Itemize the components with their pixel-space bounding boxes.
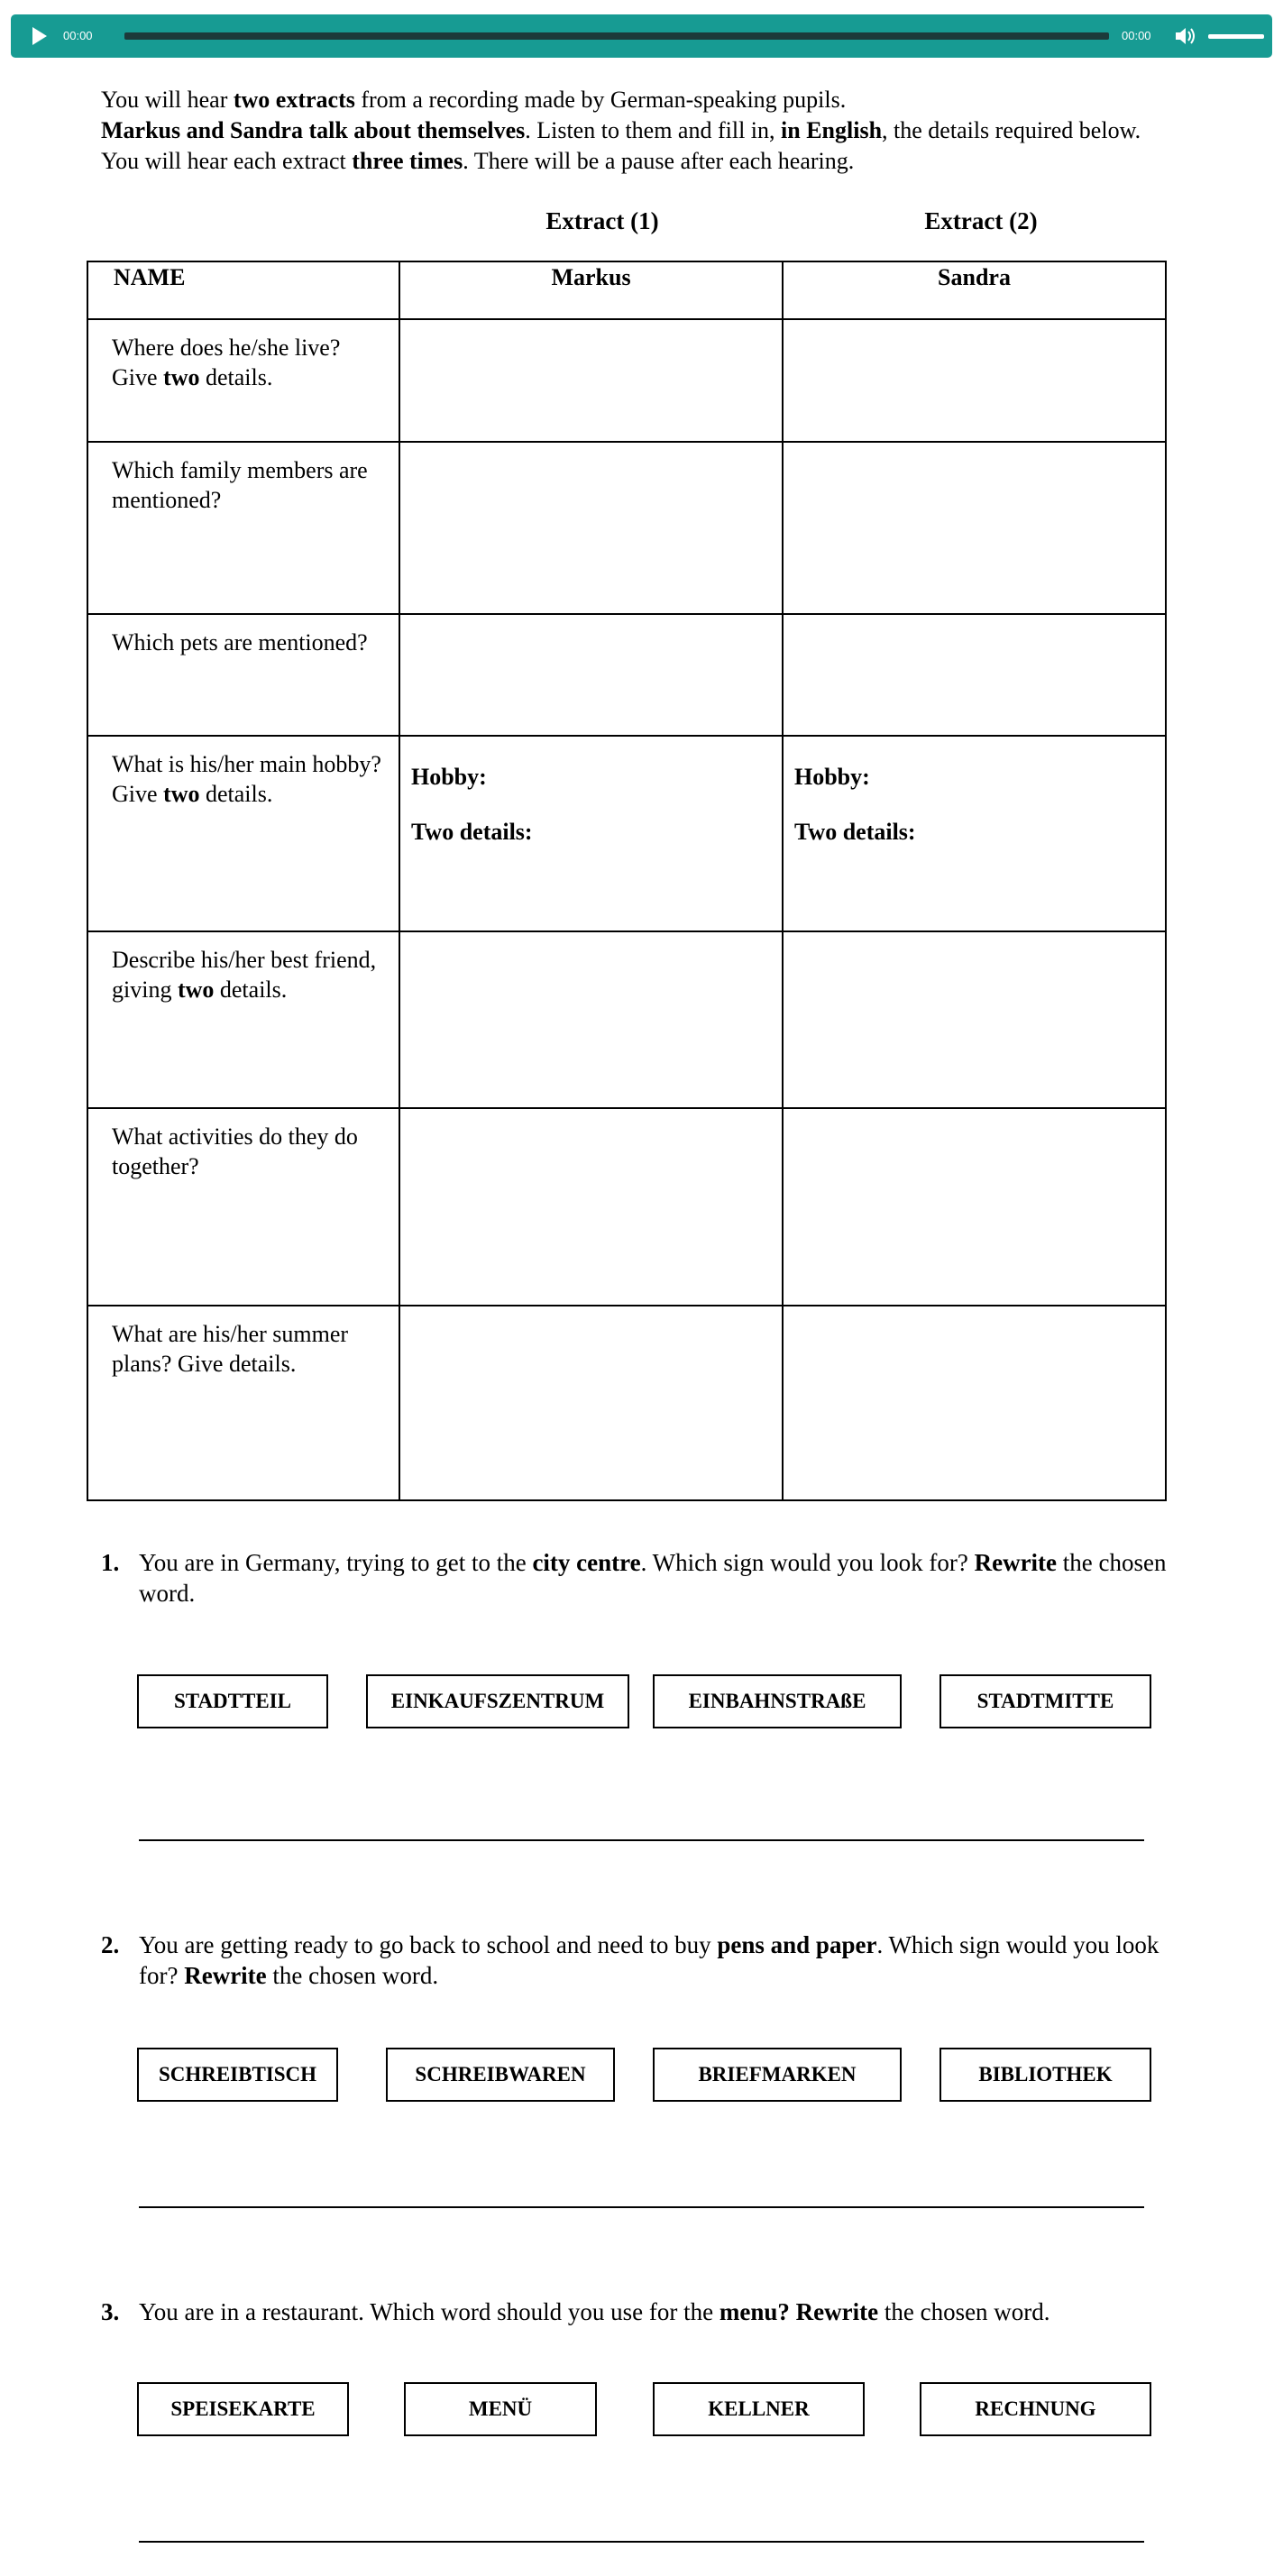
question-text: You are getting ready to go back to school and need to buy pens and paper. Which sign would you look for? Rewrite the chosen word. <box>139 1931 1159 1989</box>
markus-answer-cell[interactable] <box>399 736 783 931</box>
sign-option[interactable]: EINKAUFSZENTRUM <box>366 1674 629 1728</box>
question-family: Which family members are mentioned? <box>87 442 399 613</box>
instructions <box>101 85 1219 177</box>
markus-answer-cell[interactable] <box>399 931 783 1108</box>
sign-option[interactable]: STADTMITTE <box>939 1674 1151 1728</box>
current-time: 00:00 <box>63 29 93 42</box>
sandra-answer-cell[interactable] <box>783 736 1166 931</box>
sign-option[interactable]: STADTTEIL <box>137 1674 328 1728</box>
markus-answer-cell[interactable] <box>399 442 783 613</box>
markus-answer-cell[interactable] <box>399 319 783 442</box>
sandra-answer-cell[interactable] <box>783 442 1166 613</box>
sign-option[interactable]: BRIEFMARKEN <box>653 2048 902 2102</box>
instruction-line-1: You will hear two extracts from a recording made by German-speaking pupils. <box>101 87 847 113</box>
progress-track[interactable] <box>124 32 1109 40</box>
hobby-label: Hobby: <box>794 763 870 790</box>
question-number: 3. <box>101 2298 120 2325</box>
sandra-header: Sandra <box>783 261 1166 319</box>
question-text: You are in Germany, trying to get to the city centre. Which sign would you look for? Rewrite the chosen word. <box>139 1549 1167 1607</box>
table-row <box>87 1306 1166 1500</box>
question-number: 2. <box>101 1931 120 1958</box>
question-best-friend: Describe his/her best friend, giving two details. <box>87 931 399 1108</box>
question-where-live: Where does he/she live? Give two details. <box>87 319 399 442</box>
table-header-row <box>87 261 1166 319</box>
hobby-label: Hobby: <box>411 763 487 790</box>
extract-1-heading: Extract (1) <box>545 207 659 234</box>
two-details-label: Two details: <box>411 818 533 845</box>
answer-line[interactable] <box>139 2541 1144 2543</box>
sign-option[interactable]: MENÜ <box>404 2382 597 2436</box>
table-row <box>87 319 1166 442</box>
table-row <box>87 1108 1166 1305</box>
markus-answer-cell[interactable] <box>399 1306 783 1500</box>
question-number: 1. <box>101 1549 120 1576</box>
audio-player <box>11 14 1272 58</box>
sandra-answer-cell[interactable] <box>783 1108 1166 1305</box>
sandra-answer-cell[interactable] <box>783 319 1166 442</box>
answer-table <box>87 261 1167 1501</box>
sign-option[interactable]: BIBLIOTHEK <box>939 2048 1151 2102</box>
question-2 <box>101 1930 1183 1991</box>
play-icon[interactable] <box>32 27 47 45</box>
sign-option[interactable]: EINBAHNSTRAßE <box>653 1674 902 1728</box>
table-row <box>87 442 1166 613</box>
instruction-line-2: Markus and Sandra talk about themselves. Listen to them and fill in, in English, the details required below. <box>101 117 1141 143</box>
extract-2-heading: Extract (2) <box>924 207 1038 234</box>
name-header: NAME <box>87 261 399 319</box>
sign-option[interactable]: RECHNUNG <box>920 2382 1151 2436</box>
sandra-answer-cell[interactable] <box>783 614 1166 736</box>
question-text: You are in a restaurant. Which word should you use for the menu? Rewrite the chosen word. <box>139 2298 1050 2325</box>
table-row <box>87 736 1166 931</box>
question-hobby: What is his/her main hobby? Give two details. <box>87 736 399 931</box>
question-pets: Which pets are mentioned? <box>87 614 399 736</box>
table-row <box>87 614 1166 736</box>
duration-time: 00:00 <box>1122 29 1151 42</box>
sign-option[interactable]: SCHREIBWAREN <box>386 2048 615 2102</box>
volume-icon[interactable] <box>1174 25 1197 47</box>
instruction-line-3: You will hear each extract three times. There will be a pause after each hearing. <box>101 148 855 174</box>
sandra-answer-cell[interactable] <box>783 931 1166 1108</box>
answer-line[interactable] <box>139 2206 1144 2208</box>
sign-option[interactable]: SPEISEKARTE <box>137 2382 349 2436</box>
answer-line[interactable] <box>139 1839 1144 1841</box>
question-3 <box>101 2296 1183 2327</box>
two-details-label: Two details: <box>794 818 916 845</box>
table-row <box>87 931 1166 1108</box>
markus-header: Markus <box>399 261 783 319</box>
question-summer-plans: What are his/her summer plans? Give details. <box>87 1306 399 1500</box>
sign-option[interactable]: SCHREIBTISCH <box>137 2048 338 2102</box>
markus-answer-cell[interactable] <box>399 614 783 736</box>
question-activities: What activities do they do together? <box>87 1108 399 1305</box>
question-1 <box>101 1547 1183 1609</box>
markus-answer-cell[interactable] <box>399 1108 783 1305</box>
volume-slider[interactable] <box>1208 34 1264 39</box>
sign-option[interactable]: KELLNER <box>653 2382 865 2436</box>
sandra-answer-cell[interactable] <box>783 1306 1166 1500</box>
